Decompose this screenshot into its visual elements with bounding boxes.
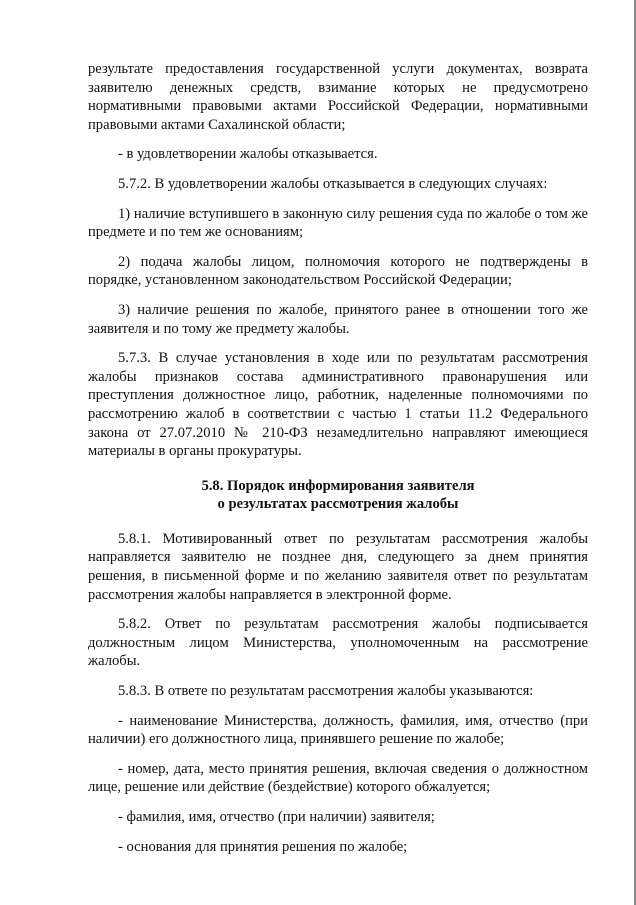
section-heading [88, 477, 588, 514]
list-item-ministry: - наименование Министерства, должность, фамилия, имя, отчество (при наличии) его должностного лица, принявшего решение по жалобе; [88, 712, 588, 748]
list-item-decision-number: - номер, дата, место принятия решения, включая сведения о должностном лице, решение или действие (бездействие) которого обжалуется; [88, 760, 588, 796]
document-body [88, 60, 588, 856]
list-item-applicant-name: - фамилия, имя, отчество (при наличии) заявителя; [118, 809, 435, 825]
section-heading-line1: 5.8. Порядок информирования заявителя [201, 477, 475, 494]
list-item-2: 2) подача жалобы лицом, полномочия которого не подтверждены в порядке, установленном законодательством Российской Федерации; [88, 253, 588, 289]
paragraph-5-7-2: 5.7.2. В удовлетворении жалобы отказывается в следующих случаях: [118, 175, 548, 192]
paragraph-5-8-2: 5.8.2. Ответ по результатам рассмотрения жалобы подписывается должностным лицом Министерства, уполномоченным на рассмотрение жалобы. [88, 616, 588, 670]
paragraph-refusal: - в удовлетворении жалобы отказывается. [118, 146, 378, 163]
paragraph-5-8-3: 5.8.3. В ответе по результатам рассмотрения жалобы указываются: [118, 683, 534, 700]
list-item-3: 3) наличие решения по жалобе, принятого ранее в отношении того же заявителя и по тому же предмету жалобы. [88, 301, 588, 337]
list-item-grounds: - основания для принятия решения по жалобе; [118, 838, 408, 855]
list-item-1: 1) наличие вступившего в законную силу решения суда по жалобе о том же предмете и по тем же основаниям; [88, 205, 588, 241]
paragraph-5-8-1: 5.8.1. Мотивированный ответ по результатам рассмотрения жалобы направляется заявителю не позднее дня, следующего за днем принятия решения, в письменной форме и по желанию заявителя ответ по результатам рассмотрения жалобы направляется в электронной форме. [88, 530, 588, 603]
section-heading-line2: о результатах рассмотрения жалобы [217, 496, 459, 513]
paragraph-5-7-3: 5.7.3. В случае установления в ходе или по результатам рассмотрения жалобы признаков состава административного правонарушения или преступления должностное лицо, работник, наделенные полномочиями по рассмотрению жалоб в соответствии с частью 1 статьи 11.2 Федерального закона от 27.07.2010 № 210-ФЗ незамедлительно направляют имеющиеся материалы в органы прокуратуры. [88, 350, 588, 460]
paragraph-continued: результате предоставления государственной услуги документах, возврата заявителю денежных средств, взимание которых не предусмотрено нормативными правовыми актами Российской Федерации, нормативными правовыми актами Сахалинской области; [88, 61, 588, 133]
